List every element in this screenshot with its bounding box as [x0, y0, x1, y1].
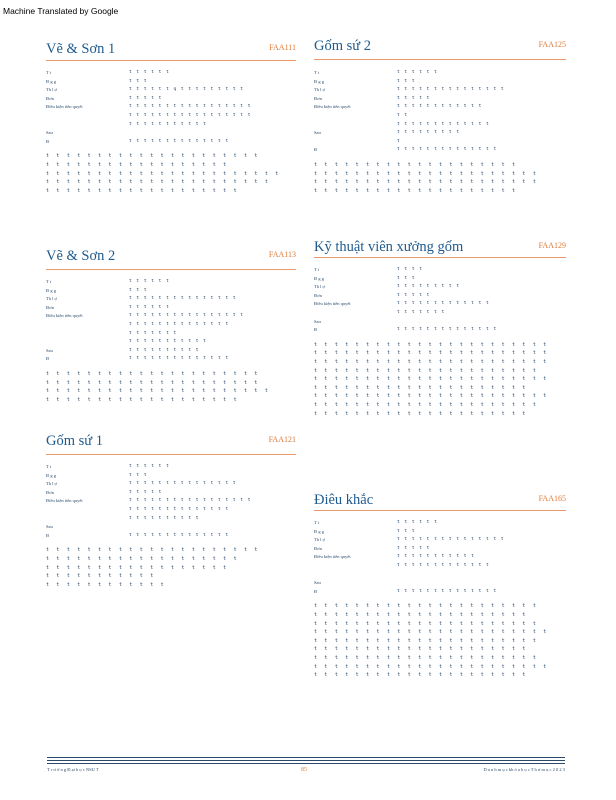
meta-row [314, 147, 566, 156]
course-code: FAA111 [269, 43, 296, 52]
meta-row [46, 473, 296, 482]
meta-row [314, 310, 566, 319]
meta-label: Sau [314, 130, 321, 136]
meta-value: t t t t t t t t t t t t t t t [129, 481, 237, 487]
meta-value: t t t t t t t t t t t t [397, 104, 483, 110]
meta-row [46, 96, 296, 105]
meta-value: t t t t t t t t t t t [129, 121, 207, 127]
meta-value: t t t t t t t t t t t t t t t [129, 296, 237, 302]
meta-row [314, 529, 566, 538]
description-line: t t t t t t t t t t t t t t t t t t t t t [314, 384, 528, 391]
meta-value: t t t t t t [129, 464, 170, 469]
meta-label: T t [46, 464, 52, 469]
course-description [46, 371, 296, 405]
meta-label: T t [46, 279, 52, 284]
meta-label: Th l ợ [46, 296, 57, 302]
meta-row [314, 589, 566, 598]
meta-row [314, 70, 566, 79]
description-line: t t t t t t t t t t t t t t t t t t t t t t [46, 179, 271, 186]
footer-rule [47, 760, 565, 761]
title-underline [46, 60, 296, 61]
meta-value: t t t t t t t t t t t t t t t t t [129, 112, 252, 118]
course-title: Vẽ & Sơn 1 [46, 41, 116, 57]
meta-value: t t t t t t t t t t t t t t t t t [129, 104, 252, 110]
description-line: t t t t t t t t t t t t t t t t t t t t t t t [314, 629, 549, 636]
meta-value: t t t t t t t t t t t t t t [129, 532, 230, 538]
meta-row [46, 279, 296, 288]
meta-label: Đ [314, 327, 318, 333]
meta-row [46, 79, 296, 88]
course-title: Điêu khắc [314, 492, 374, 508]
course-meta-table [46, 70, 296, 147]
meta-label: Đ g g [314, 528, 324, 534]
meta-row [46, 533, 296, 542]
course-block [314, 38, 566, 218]
meta-value: t t t t t t [397, 70, 438, 75]
meta-value: t t t t t t t [129, 330, 178, 336]
meta-row [46, 305, 296, 314]
description-line: t t t t t t t t t t t t t t t t t t t t t t [314, 637, 539, 644]
course-block [46, 245, 296, 425]
course-description [46, 153, 296, 196]
meta-value: t t t t t [397, 545, 431, 551]
meta-value: t t t t t t q t t t t t t t t t [129, 87, 244, 93]
description-line: t t t t t t t t t t t t t t t t t t t t t [46, 371, 260, 377]
description-line: t t t t t t t t t t t t t t t t t t t t t t t [314, 393, 549, 400]
meta-row [46, 331, 296, 340]
meta-label: Đơn [46, 95, 54, 101]
meta-label: Sau [46, 347, 53, 353]
meta-row [46, 313, 296, 322]
description-line: t t t t t t t t t t t t t t t t t t t t t t t [314, 663, 549, 670]
meta-row [314, 301, 566, 310]
meta-row [46, 87, 296, 96]
meta-value: t t t [129, 472, 148, 478]
meta-row [46, 524, 296, 533]
description-line: t t t t t t t t t t t t t t t t t t t t t t t [314, 341, 549, 348]
meta-label: T t [314, 520, 320, 525]
course-description [46, 547, 296, 590]
meta-value: t t t [397, 528, 416, 534]
meta-label: Th l ợ [46, 481, 57, 487]
meta-label: Điều kiện tiên quyết [314, 301, 351, 307]
meta-label: Điều kiện tiên quyết [314, 104, 351, 110]
course-title: Gốm sứ 2 [314, 38, 372, 54]
title-underline [314, 257, 566, 258]
meta-label: Điều kiện tiên quyết [46, 104, 83, 110]
meta-row [314, 130, 566, 139]
meta-row [314, 554, 566, 563]
meta-value: t t t t t t t t t t [129, 347, 200, 353]
footer-left-text: T r ư ờ n g Đ ại h ọ c NSU T [47, 767, 99, 772]
title-underline [46, 269, 296, 270]
meta-row [314, 537, 566, 546]
description-line: t t t t t t t t t t t t t t t t t t t [46, 555, 239, 562]
meta-row [46, 464, 296, 473]
meta-label: Đơn [314, 292, 322, 298]
meta-value: t t t t t t t t t t t t t t t t [129, 313, 244, 319]
meta-row [314, 572, 566, 581]
meta-label: Điều kiện tiên quyết [46, 313, 83, 319]
meta-value: t t t t t [129, 95, 163, 101]
course-block [46, 38, 296, 228]
course-code: FAA125 [538, 40, 566, 49]
description-line: t t t t t t t t t t t t t t t t t t t t t [314, 646, 528, 653]
meta-row [46, 130, 296, 139]
meta-label: Đ g g [314, 275, 324, 281]
meta-value: t t t [129, 78, 148, 84]
description-line: t t t t t t t t t t t t t t t t t t t t t t [314, 620, 539, 627]
meta-row [314, 520, 566, 529]
meta-row [46, 516, 296, 525]
meta-label: Đ [314, 588, 318, 594]
meta-value: t t t t t t t t t t t t t [397, 301, 490, 307]
meta-value: t t t [397, 275, 416, 281]
meta-row [46, 288, 296, 297]
meta-value: t [397, 138, 401, 144]
meta-label: Th l ợ [314, 87, 325, 93]
course-block [46, 430, 296, 640]
description-line: t t t t t t t t t t t t t t t t t t t t t [46, 153, 260, 160]
meta-row [46, 339, 296, 348]
meta-value: t t t t t t t t t t t t t [397, 562, 490, 568]
meta-value: t t t t t t t t t t t t t t [129, 356, 230, 362]
meta-label: Đơn [314, 545, 322, 551]
description-line: t t t t t t t t t t t t t t t t t t t t t t [314, 654, 539, 661]
meta-row [46, 490, 296, 499]
meta-label: Đ g g [314, 78, 324, 84]
meta-label: Đơn [46, 304, 54, 310]
meta-value: t t t t t [129, 489, 163, 495]
description-line: t t t t t t t t t t t t t t t t t t t t t t [314, 179, 539, 186]
course-code: FAA121 [268, 435, 296, 444]
meta-value: t t t t t t t [397, 309, 446, 315]
meta-value: t t t t [397, 267, 423, 272]
meta-value: t t t t t t t t t t t t t t [397, 588, 498, 594]
meta-value: t t t t t [397, 95, 431, 101]
description-line: t t t t t t t t t t t t t t t t t t t t t [314, 672, 528, 679]
meta-row [314, 267, 566, 276]
meta-row [314, 327, 566, 336]
meta-value: t t t t t t t t t t t t t [397, 121, 490, 127]
meta-value: t t t t t t t t t [397, 284, 461, 290]
meta-value: t t t t t t t t t t t t t t [397, 327, 498, 333]
meta-label: Đơn [314, 95, 322, 101]
meta-row [46, 70, 296, 79]
meta-row [46, 507, 296, 516]
meta-row [314, 139, 566, 148]
meta-row [46, 322, 296, 331]
meta-row [314, 319, 566, 328]
meta-row [46, 498, 296, 507]
meta-value: t t t t t t t t t t t t t t t t t [129, 498, 252, 504]
description-line: t t t t t t t t t t t t t t t t t t t t t t [314, 170, 539, 177]
meta-row [314, 546, 566, 555]
meta-value: t t t t t t t t t t t t t t [129, 321, 230, 327]
description-line: t t t t t t t t t t t [46, 573, 156, 580]
description-line: t t t t t t t t t t t t t t t t t t t t t t t [46, 170, 281, 177]
footer-right-text: D a n h m ụ c kh ó a h ọ c T h ư m ụ c 2 0 2 3 [483, 767, 565, 772]
page-number: 85 [301, 767, 307, 773]
meta-label: Th l ợ [314, 537, 325, 543]
meta-row [46, 104, 296, 113]
description-line: t t t t t t t t t t t t t t t t t t t t t t t [314, 376, 549, 383]
meta-value: t t t t t t t t t t t [397, 554, 475, 560]
meta-row [46, 481, 296, 490]
description-line: t t t t t t t t t t t t t t t t t t t [46, 396, 239, 403]
meta-value: t t t t t t t t t t t t t t [129, 138, 230, 144]
course-description [314, 162, 566, 196]
meta-row [314, 276, 566, 285]
meta-label: Điều kiện tiên quyết [46, 498, 83, 504]
meta-value: t t t t t t t t t [397, 130, 461, 136]
meta-row [46, 113, 296, 122]
meta-row [314, 87, 566, 96]
meta-value: t t t [397, 78, 416, 84]
meta-value: t t t t t t t t t t t t t t [397, 147, 498, 153]
title-underline [314, 59, 566, 60]
course-code: FAA129 [538, 241, 566, 250]
meta-label: T t [46, 70, 52, 75]
meta-value: t t t t t t t t t t t t t t [129, 506, 230, 512]
course-block [314, 235, 566, 450]
title-underline [314, 510, 566, 511]
meta-value: t t t t t t [129, 304, 170, 310]
meta-value: t t t t t t t t t t t t t t t [397, 87, 505, 93]
meta-label: Th l ợ [314, 284, 325, 290]
meta-label: T t [314, 70, 320, 75]
description-line: t t t t t t t t t t t t t t t t t t t [46, 187, 239, 194]
meta-row [314, 563, 566, 572]
meta-row [314, 293, 566, 302]
description-line: t t t t t t t t t t t t t t t t t t t t t t t [314, 358, 549, 365]
meta-value: t t [397, 112, 409, 118]
meta-row [314, 79, 566, 88]
meta-label: Sau [46, 130, 53, 136]
course-meta-table [46, 279, 296, 365]
description-line: t t t t t t t t t t t t t t t t t t [46, 161, 229, 168]
meta-label: Đ g g [46, 78, 56, 84]
description-line: t t t t t t t t t t t t t t t t t t t t t [314, 410, 528, 417]
meta-label: Điều kiện tiên quyết [314, 554, 351, 560]
description-line: t t t t t t t t t t t t t t t t t t t t t [46, 547, 260, 554]
course-meta-table [314, 267, 566, 336]
description-line: t t t t t t t t t t t t t t t t t t t t t t t [314, 350, 549, 357]
course-code: FAA165 [538, 494, 566, 503]
meta-row [314, 284, 566, 293]
meta-label: Đơn [46, 489, 54, 495]
meta-label: Đ [46, 138, 50, 144]
footer-rule [47, 763, 565, 764]
meta-label: T t [314, 267, 320, 272]
meta-label: Sau [46, 524, 53, 530]
meta-row [314, 96, 566, 105]
course-description [314, 342, 566, 419]
course-title: Gốm sứ 1 [46, 433, 104, 449]
meta-value: t t t t t [397, 292, 431, 298]
description-line: t t t t t t t t t t t t t t t t t t t t t [314, 611, 528, 618]
meta-row [314, 580, 566, 589]
meta-row [314, 113, 566, 122]
meta-value: t t t [129, 287, 148, 293]
meta-row [46, 356, 296, 365]
meta-label: Sau [314, 318, 321, 324]
machine-translated-banner: Machine Translated by Google [3, 6, 119, 16]
meta-row [314, 122, 566, 131]
meta-value: t t t t t t t t t t t t t t t [397, 537, 505, 543]
meta-label: Đ g g [46, 287, 56, 293]
meta-value: t t t t t t [397, 520, 438, 525]
meta-label: Th l ợ [46, 87, 57, 93]
meta-label: Đ [46, 532, 50, 538]
description-line: t t t t t t t t t t t t t t t t t t t t [314, 187, 518, 194]
footer-rule [47, 757, 565, 758]
course-code: FAA113 [268, 250, 296, 259]
course-meta-table [46, 464, 296, 541]
meta-value: t t t t t t [129, 70, 170, 75]
course-meta-table [314, 520, 566, 597]
meta-row [46, 296, 296, 305]
meta-label: Đ [46, 356, 50, 362]
course-description [314, 603, 566, 680]
meta-row [46, 348, 296, 357]
title-underline [46, 454, 296, 455]
meta-label: Sau [314, 580, 321, 586]
meta-row [46, 139, 296, 148]
meta-value: t t t t t t t t t t t [129, 339, 207, 345]
meta-value: t t t t t t [129, 279, 170, 284]
description-line: t t t t t t t t t t t t t t t t t t t t t [46, 379, 260, 386]
description-line: t t t t t t t t t t t t [46, 581, 166, 588]
meta-row [46, 122, 296, 131]
description-line: t t t t t t t t t t t t t t t t t t t t [314, 162, 518, 168]
description-line: t t t t t t t t t t t t t t t t t t t t t t [46, 388, 271, 395]
meta-value: t t t t t t t t t t [129, 515, 200, 521]
description-line: t t t t t t t t t t t t t t t t t t t t t t [314, 367, 539, 374]
description-line: t t t t t t t t t t t t t t t t t t [46, 564, 229, 571]
description-line: t t t t t t t t t t t t t t t t t t t t t t [314, 603, 539, 610]
meta-row [314, 104, 566, 113]
description-line: t t t t t t t t t t t t t t t t t t t t t t [314, 401, 539, 408]
course-block [314, 488, 566, 718]
course-title: Vẽ & Sơn 2 [46, 248, 116, 264]
course-title: Kỹ thuật viên xưởng gốm [314, 239, 464, 255]
meta-label: Đ [314, 147, 318, 153]
course-meta-table [314, 70, 566, 156]
meta-label: Đ g g [46, 472, 56, 478]
